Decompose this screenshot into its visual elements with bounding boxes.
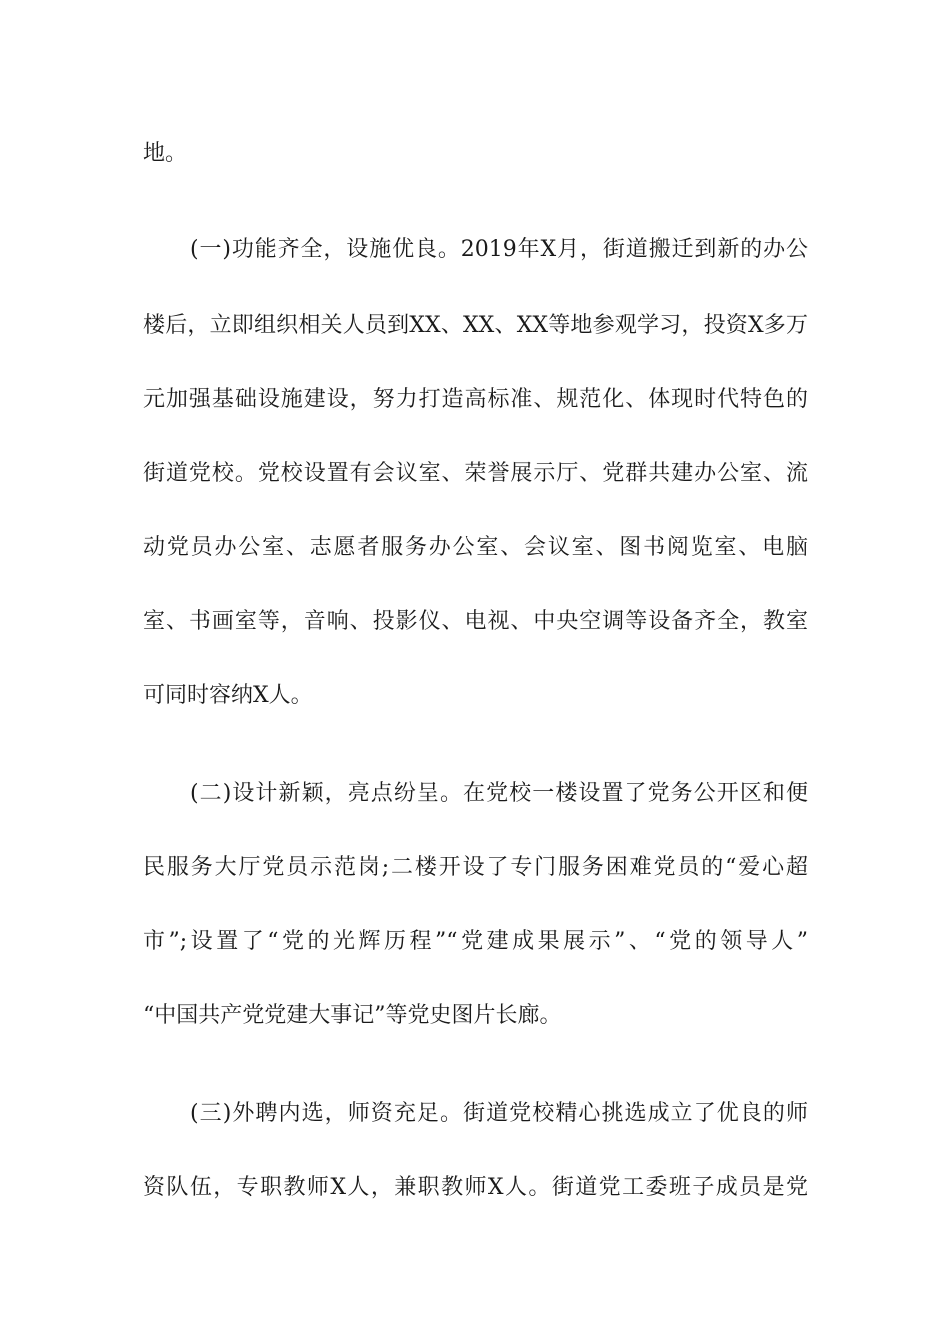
text-line-6: 动党员办公室、志愿者服务办公室、会议室、图书阅览室、电脑 — [143, 535, 808, 560]
text-line-13: (三)外聘内选，师资充足。街道党校精心挑选成立了优良的师 — [190, 1101, 808, 1126]
text-line-2: (一)功能齐全，设施优良。2019年X月，街道搬迁到新的办公 — [190, 237, 808, 262]
text-line-10: 民服务大厅党员示范岗;二楼开设了专门服务困难党员的“爱心超 — [143, 855, 808, 880]
text-line-11: 市”;设置了“党的光辉历程”“党建成果展示”、“党的领导人” — [143, 929, 808, 954]
text-line-3: 楼后，立即组织相关人员到XX、XX、XX等地参观学习，投资X多万 — [143, 313, 808, 338]
text-line-5: 街道党校。党校设置有会议室、荣誉展示厅、党群共建办公室、流 — [143, 461, 808, 486]
text-line-1: 地。 — [143, 141, 188, 166]
text-line-12: “中国共产党党建大事记”等党史图片长廊。 — [143, 1003, 562, 1028]
text-line-4: 元加强基础设施建设，努力打造高标准、规范化、体现时代特色的 — [143, 387, 808, 412]
text-line-9: (二)设计新颖，亮点纷呈。在党校一楼设置了党务公开区和便 — [190, 781, 808, 806]
text-line-7: 室、书画室等，音响、投影仪、电视、中央空调等设备齐全，教室 — [143, 609, 808, 634]
text-line-8: 可同时容纳X人。 — [143, 683, 313, 708]
text-line-14: 资队伍，专职教师X人，兼职教师X人。街道党工委班子成员是党 — [143, 1175, 808, 1200]
